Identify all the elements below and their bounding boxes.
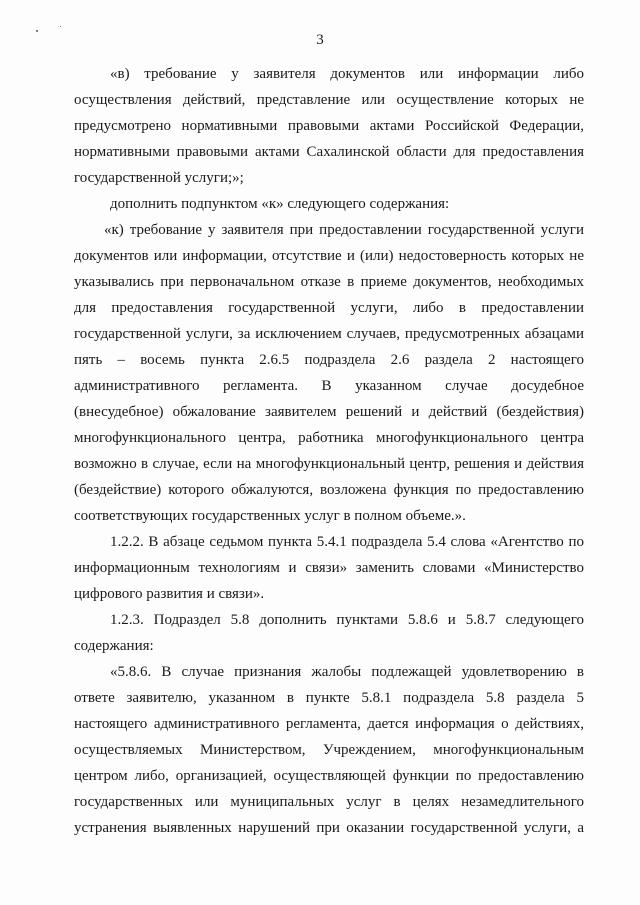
text-line: государственной услуги;»; bbox=[74, 170, 244, 186]
text-line: содержания: bbox=[74, 638, 154, 654]
text-line: административного регламента. В указанном случае досудебное bbox=[74, 378, 584, 394]
text-line: соответствующих государственных услуг в полном объеме.». bbox=[74, 508, 466, 524]
scan-speck bbox=[60, 26, 61, 27]
text-line: многофункционального центра, работника многофункционального центра bbox=[74, 430, 584, 446]
text-line: для предоставления государственной услуги, либо в предоставлении bbox=[74, 300, 584, 316]
text-line: устранения выявленных нарушений при оказании государственной услуги, а bbox=[74, 820, 584, 836]
text-line: указывались при первоначальном отказе в приеме документов, необходимых bbox=[74, 274, 584, 290]
text-line: осуществляемых Министерством, Учреждением, многофункциональным bbox=[74, 742, 584, 758]
text-line: центром либо, организацией, осуществляющей функции по предоставлению bbox=[74, 768, 584, 784]
text-line: государственной услуги, за исключением случаев, предусмотренных абзацами bbox=[74, 326, 584, 342]
text-line: 1.2.3. Подраздел 5.8 дополнить пунктами 5.8.6 и 5.8.7 следующего bbox=[110, 612, 584, 628]
text-line: осуществления действий, представление или осуществление которых не bbox=[74, 92, 584, 108]
text-line: 1.2.2. В абзаце седьмом пункта 5.4.1 подраздела 5.4 слова «Агентство по bbox=[110, 534, 584, 550]
text-line: государственных или муниципальных услуг в целях незамедлительного bbox=[74, 794, 584, 810]
text-line: нормативными правовыми актами Сахалинской области для предоставления bbox=[74, 144, 584, 160]
page-number: 3 bbox=[316, 32, 324, 48]
text-line: цифрового развития и связи». bbox=[74, 586, 265, 602]
text-line: предусмотрено нормативными правовыми актами Российской Федерации, bbox=[74, 118, 584, 134]
text-line: возможно в случае, если на многофункциональный центр, решения и действия bbox=[74, 456, 584, 472]
text-line: настоящего административного регламента, дается информация о действиях, bbox=[74, 716, 584, 732]
text-line: дополнить подпунктом «к» следующего содержания: bbox=[110, 196, 450, 212]
text-line: «5.8.6. В случае признания жалобы подлежащей удовлетворению в bbox=[110, 664, 584, 680]
text-line: (внесудебное) обжалование заявителем решений и действий (бездействия) bbox=[74, 404, 584, 420]
text-line: пять – восемь пункта 2.6.5 подраздела 2.6 раздела 2 настоящего bbox=[74, 352, 584, 368]
text-line: «в) требование у заявителя документов или информации либо bbox=[110, 66, 584, 82]
text-line: «к) требование у заявителя при предоставлении государственной услуги bbox=[104, 222, 584, 238]
text-line: (бездействие) которого обжалуются, возложена функция по предоставлению bbox=[74, 482, 584, 498]
text-line: информационным технологиям и связи» заменить словами «Министерство bbox=[74, 560, 584, 576]
text-line: ответе заявителю, указанном в пункте 5.8.1 подраздела 5.8 раздела 5 bbox=[74, 690, 584, 706]
text-line: документов или информации, отсутствие и (или) недостоверность которых не bbox=[74, 248, 584, 264]
